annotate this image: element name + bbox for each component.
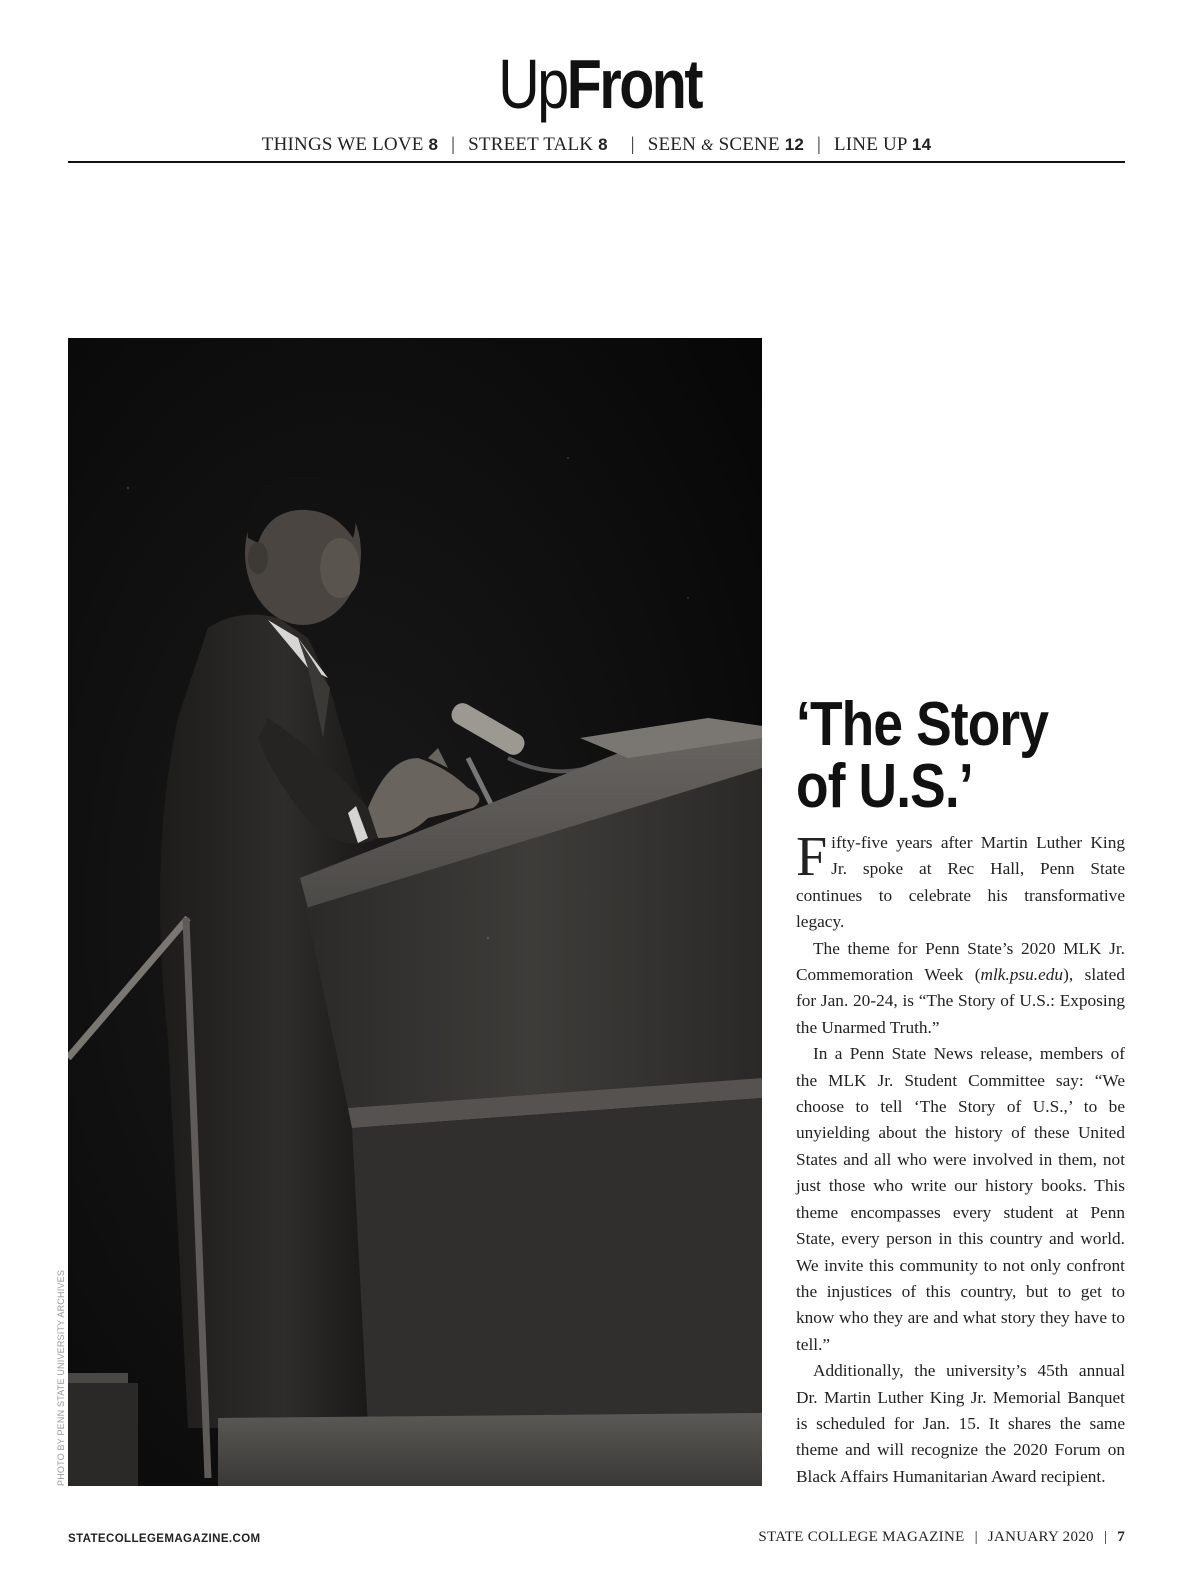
nav-separator: | xyxy=(451,134,456,155)
section-nav xyxy=(68,134,1125,156)
article-paragraph: In a Penn State News release, members of the MLK Jr. Student Committee say: “We choose to tell ‘The Story of U.S.,’ to be unyielding about the history of these United States and all who were involved in them, not just those who write our history books. This theme encompasses every student at Penn State, every person in this country and world. We invite this community to not only confront the injustices of this country, but to get to know who they are and what story they have to tell.” xyxy=(796,1044,1125,1354)
drop-cap: F xyxy=(796,826,828,888)
article-headline: ‘The Story of U.S.’ xyxy=(796,690,1049,821)
masthead-front: Front xyxy=(567,45,702,123)
mlk-speaking-photo xyxy=(68,338,762,1486)
article-paragraph: Fifty-five years after Martin Luther King Jr. spoke at Rec Hall, Penn State continues to celebrate his transformative legacy. xyxy=(796,826,1125,932)
footer-magazine: STATE COLLEGE MAGAZINE xyxy=(758,1529,965,1545)
nav-item-line-up[interactable]: LINE UP 14 xyxy=(833,134,932,155)
footer-issue: JANUARY 2020 xyxy=(987,1529,1094,1545)
header-rule xyxy=(68,161,1125,163)
photo-credit: PHOTO BY PENN STATE UNIVERSITY ARCHIVES xyxy=(56,1269,66,1486)
article-body xyxy=(796,826,1125,1490)
footer-separator: | xyxy=(1103,1529,1108,1545)
footer-folio xyxy=(758,1529,1125,1546)
article-paragraph: The theme for Penn State’s 2020 MLK Jr. Commemoration Week (mlk.psu.edu), slated for Jan. 20-24, is “The Story of U.S.: Exposing the Unarmed Truth.” xyxy=(796,938,1125,1037)
section-masthead xyxy=(0,44,1200,124)
nav-item-things-we-love[interactable]: THINGS WE LOVE 8 xyxy=(261,134,439,155)
footer-website[interactable]: STATECOLLEGEMAGAZINE.COM xyxy=(68,1533,261,1545)
nav-separator: | xyxy=(817,134,822,155)
nav-separator: | xyxy=(630,134,635,155)
nav-item-street-talk[interactable]: STREET TALK 8 xyxy=(468,134,608,155)
article-paragraph: Additionally, the university’s 45th annual Dr. Martin Luther King Jr. Memorial Banquet is scheduled for Jan. 15. It shares the same theme and will recognize the 2020 Forum on Black Affairs Humanitarian Award recipient. xyxy=(796,1361,1125,1486)
footer-separator: | xyxy=(974,1529,978,1545)
nav-item-seen-scene[interactable]: SEEN & SCENE 12 xyxy=(647,134,805,155)
page-number: 7 xyxy=(1117,1529,1125,1545)
article-link[interactable]: mlk.psu.edu xyxy=(980,965,1064,985)
masthead-up: Up xyxy=(498,45,568,123)
